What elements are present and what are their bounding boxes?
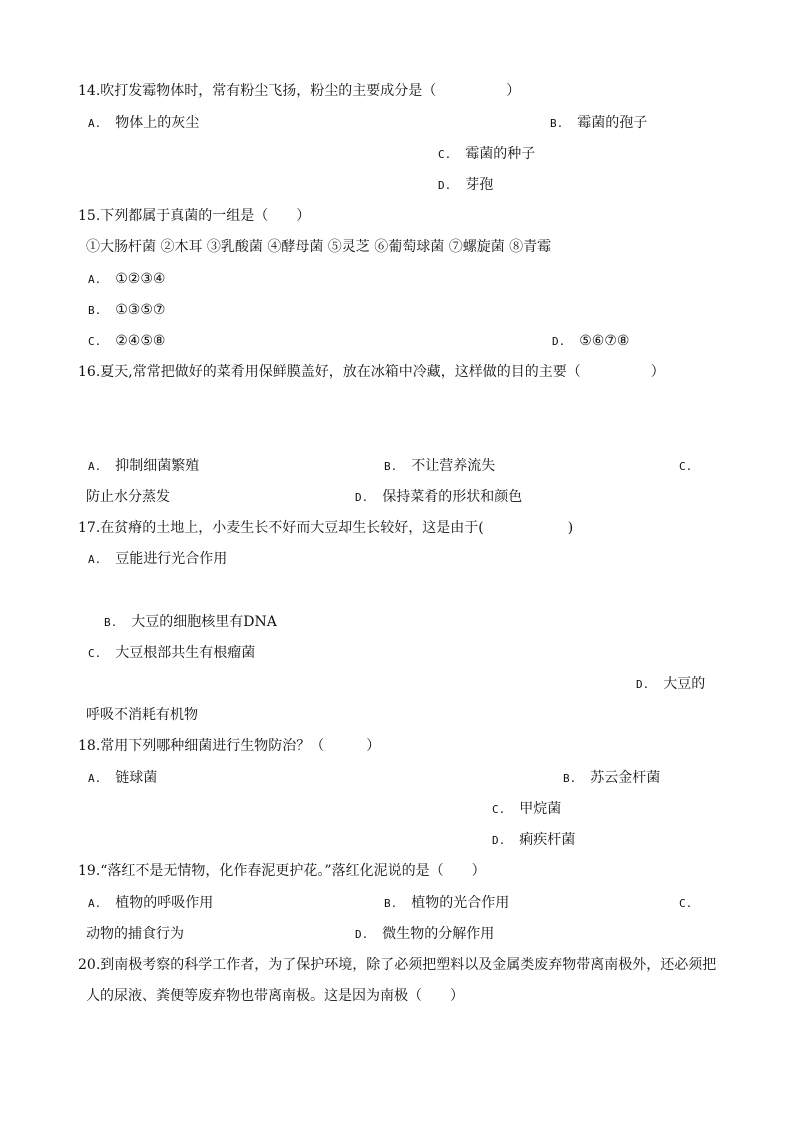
option-letter: B. (384, 460, 398, 473)
option-letter: C. (88, 335, 102, 348)
option-text: 痢疾杆菌 (519, 832, 576, 848)
option-letter: B. (104, 616, 118, 629)
option-text: 抑制细菌繁殖 (115, 458, 200, 474)
question-20-stem-line2: 人的尿液、粪便等废弃物也带离南极。这是因为南极（ ） (86, 988, 464, 1004)
question-19-option-a[interactable] (88, 894, 213, 913)
option-text: 甲烷菌 (519, 801, 562, 817)
option-letter: C. (438, 148, 452, 161)
question-16-option-d[interactable] (355, 488, 522, 507)
question-20-stem-line1: 20.到南极考察的科学工作者，为了保护环境，除了必须把塑料以及金属类废弃物带离南极外，还必须把 (78, 957, 717, 973)
option-letter: D. (552, 335, 566, 348)
question-14-option-a[interactable] (88, 114, 199, 133)
question-17-stem: 17.在贫瘠的土地上，小麦生长不好而大豆却生长较好，这是由于( ) (78, 520, 574, 536)
option-letter: D. (355, 491, 369, 504)
question-18-option-a[interactable] (88, 769, 157, 788)
option-text: 霉菌的孢子 (577, 115, 648, 131)
question-19-stem: 19.“落红不是无情物，化作春泥更护花。”落红化泥说的是（ ） (78, 863, 486, 879)
option-letter: C. (492, 803, 506, 816)
question-18-option-b[interactable] (563, 769, 660, 788)
option-text: ⑤⑥⑦⑧ (579, 333, 630, 349)
option-text: ②④⑤⑧ (115, 333, 166, 349)
option-text: 植物的光合作用 (411, 895, 510, 911)
question-17-option-c[interactable] (88, 644, 255, 663)
question-16-option-c-text[interactable]: 防止水分蒸发 (86, 489, 170, 505)
question-19-option-b[interactable] (384, 894, 509, 913)
option-letter: C. (679, 460, 693, 473)
question-14-stem: 14.吹打发霉物体时，常有粉尘飞扬，粉尘的主要成分是（ ） (78, 83, 521, 99)
question-17-option-b[interactable] (104, 613, 277, 632)
option-text: 芽孢 (465, 177, 494, 193)
option-text: 植物的呼吸作用 (115, 895, 214, 911)
option-letter: A. (88, 460, 102, 473)
option-letter: C. (88, 647, 102, 660)
option-text: 不让营养流失 (411, 458, 496, 474)
option-text: 大豆的细胞核里有DNA (131, 614, 277, 630)
option-text: ①③⑤⑦ (115, 302, 166, 318)
question-18-option-d[interactable] (492, 831, 575, 850)
option-letter: A. (88, 897, 102, 910)
question-16-option-b[interactable] (384, 457, 495, 476)
option-text: 豆能进行光合作用 (115, 551, 228, 567)
question-16-option-a[interactable] (88, 457, 199, 476)
option-letter: B. (88, 304, 102, 317)
option-letter: C. (679, 897, 693, 910)
option-text: 大豆根部共生有根瘤菌 (115, 645, 256, 661)
question-15-option-d[interactable] (552, 332, 629, 351)
question-19-option-c-text[interactable]: 动物的捕食行为 (86, 926, 184, 942)
option-text: 微生物的分解作用 (382, 926, 495, 942)
question-19-option-d[interactable] (355, 925, 494, 944)
question-19-option-c-letter[interactable] (679, 894, 706, 913)
option-text: 大豆的 (663, 676, 706, 692)
option-letter: B. (563, 772, 577, 785)
question-15-option-c[interactable] (88, 332, 165, 351)
question-15-stem: 15.下列都属于真菌的一组是（ ） (78, 208, 311, 224)
question-14-option-b[interactable] (550, 114, 647, 133)
option-letter: B. (550, 117, 564, 130)
option-text: 链球菌 (115, 770, 158, 786)
question-17-option-a[interactable] (88, 550, 227, 569)
option-letter: D. (438, 179, 452, 192)
question-15-items: ①大肠杆菌 ②木耳 ③乳酸菌 ④酵母菌 ⑤灵芝 ⑥葡萄球菌 ⑦螺旋菌 ⑧青霉 (86, 239, 552, 255)
question-15-option-b[interactable] (88, 301, 165, 320)
question-17-option-d[interactable] (636, 675, 705, 694)
question-18-stem: 18.常用下列哪种细菌进行生物防治？（ ） (78, 738, 381, 754)
option-letter: A. (88, 553, 102, 566)
option-letter: A. (88, 772, 102, 785)
question-17-option-d-continued[interactable]: 呼吸不消耗有机物 (86, 707, 198, 723)
option-letter: A. (88, 117, 102, 130)
option-text: 苏云金杆菌 (590, 770, 661, 786)
question-14-option-c[interactable] (438, 145, 535, 164)
question-15-option-a[interactable] (88, 270, 165, 289)
option-text: 保持菜肴的形状和颜色 (382, 489, 523, 505)
option-letter: D. (355, 928, 369, 941)
question-16-stem: 16.夏天,常常把做好的菜肴用保鲜膜盖好，放在冰箱中冷藏，这样做的目的主要（ ） (78, 364, 665, 380)
option-text: ①②③④ (115, 271, 166, 287)
option-letter: A. (88, 273, 102, 286)
option-letter: D. (636, 678, 650, 691)
option-letter: D. (492, 834, 506, 847)
option-text: 物体上的灰尘 (115, 115, 200, 131)
question-16-option-c-letter[interactable] (679, 457, 706, 476)
question-14-option-d[interactable] (438, 176, 493, 195)
option-text: 霉菌的种子 (465, 146, 536, 162)
option-letter: B. (384, 897, 398, 910)
question-18-option-c[interactable] (492, 800, 561, 819)
